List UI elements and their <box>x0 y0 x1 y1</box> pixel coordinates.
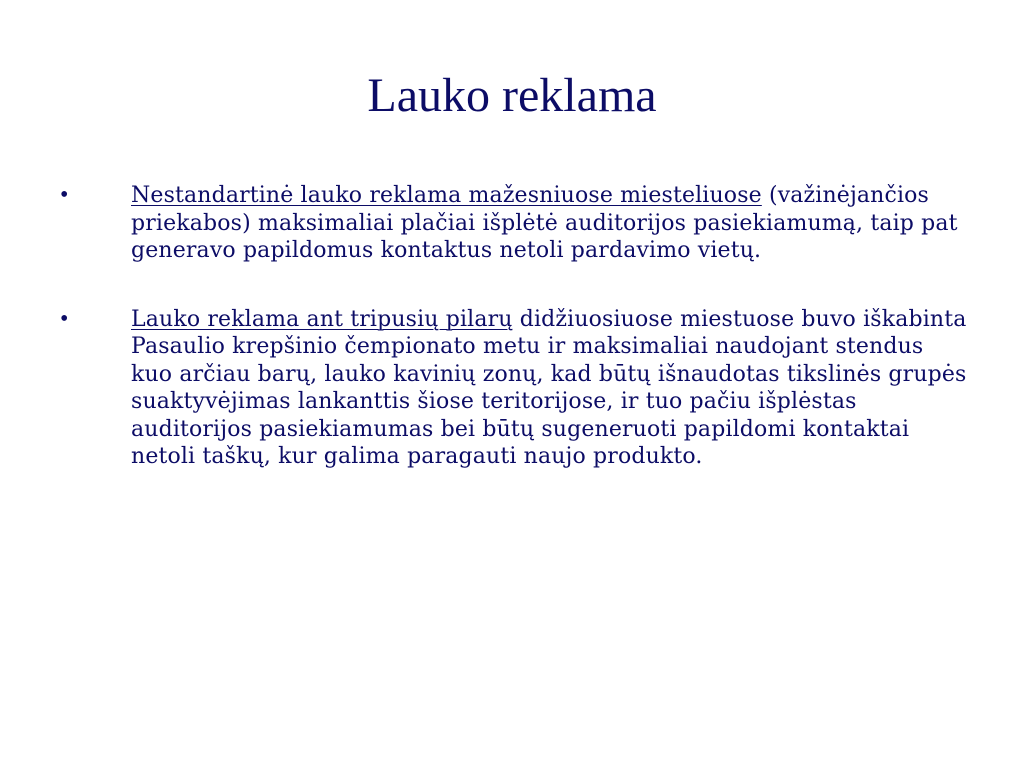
bullet-list <box>60 182 970 512</box>
bullet-item <box>60 182 970 265</box>
bullet-item <box>60 306 970 471</box>
bullet-link[interactable]: Nestandartinė lauko reklama mažesniuose miesteliuose <box>131 183 762 208</box>
bullet-text: didžiuosiuose miestuose buvo iškabinta Pasaulio krepšinio čempionato metu ir maksimaliai naudojant stendus kuo arčiau barų, lauko kavinių zonų, kad būtų išnaudotas tikslinės grupės suaktyvėjimas lankanttis šiose teritorijose, ir tuo pačiu išplėstas auditorijos pasiekiamumas bei būtų sugeneruoti papildomi kontaktai netoli taškų, kur galima paragauti naujo produkto. <box>131 306 967 469</box>
slide-title: Lauko reklama <box>367 69 657 122</box>
bullet-icon: • <box>60 182 69 208</box>
bullet-icon: • <box>60 305 69 332</box>
bullet-text: (važinėjančios priekabos) maksimaliai plačiai išplėtė auditorijos pasiekiamumą, taip pat generavo papildomus kontaktus netoli pardavimo vietų. <box>131 183 958 263</box>
bullet-link[interactable]: Lauko reklama ant tripusių pilarų <box>131 306 513 332</box>
